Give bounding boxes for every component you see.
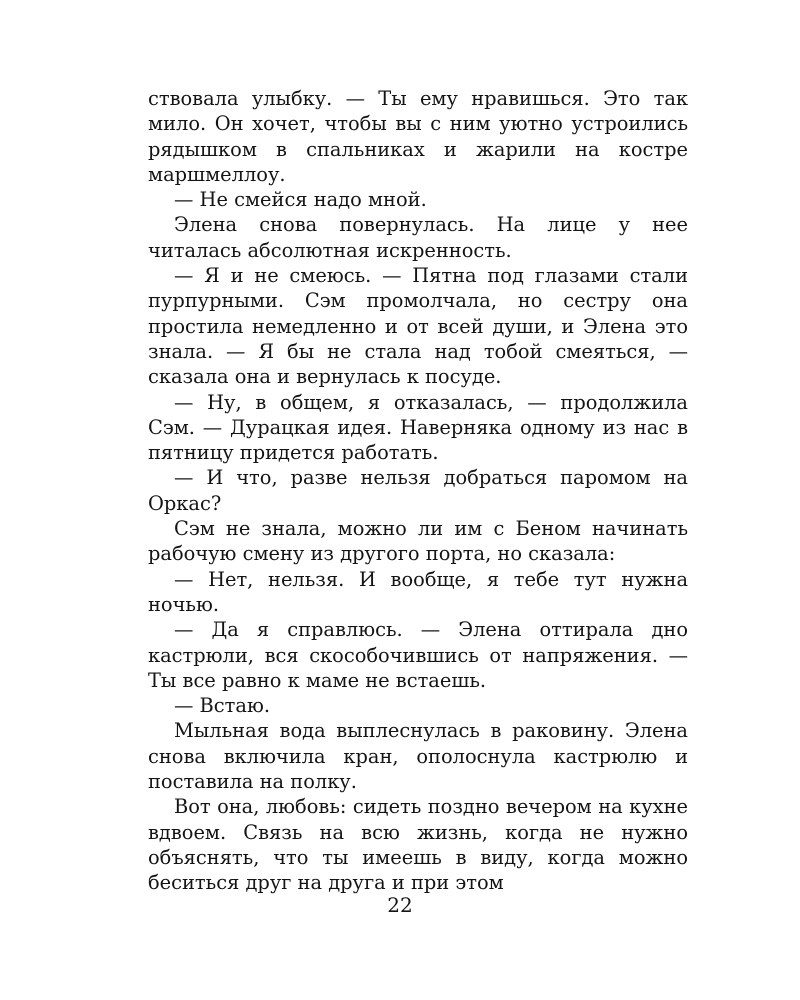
paragraph-dialogue: — И что, разве нельзя добраться паромом на Оркас? bbox=[148, 466, 688, 515]
page-number: 22 bbox=[387, 893, 413, 917]
paragraph-dialogue: — Да я справлюсь. — Элена оттирала дно кастрюли, вся скособочившись от напряжения. — Ты все равно к маме не встаешь. bbox=[148, 618, 688, 692]
paragraph-continuation: ствовала улыбку. — Ты ему нравишься. Это так мило. Он хочет, чтобы вы с ним уютно устроились рядышком в спальниках и жарили на костре маршмеллоу. bbox=[148, 87, 688, 186]
paragraph: Элена снова повернулась. На лице у нее читалась абсолютная искренность. bbox=[148, 213, 688, 262]
paragraph-dialogue: — Ну, в общем, я отказалась, — продолжила Сэм. — Дурацкая идея. Наверняка одному из нас в пятницу придется работать. bbox=[148, 390, 688, 465]
paragraph: Мыльная вода выплеснулась в раковину. Элена снова включила кран, ополоснула кастрюлю и поставила на полку. bbox=[148, 719, 688, 794]
paragraph-dialogue: — Я и не смеюсь. — Пятна под глазами стали пурпурными. Сэм промолчала, но сестру она простила немедленно и от всей души, и Элена это знала. — Я бы не стала над тобой смеяться, — сказала она и вернулась к посуде. bbox=[148, 264, 688, 389]
paragraph-dialogue: — Нет, нельзя. И вообще, я тебе тут нужна ночью. bbox=[148, 567, 688, 616]
paragraph-dialogue: — Не смейся надо мной. bbox=[174, 188, 427, 212]
paragraph: Вот она, любовь: сидеть поздно вечером на кухне вдвоем. Связь на всю жизнь, когда не нужно объяснять, что ты имеешь в виду, когда можно беситься друг на друга и при этом bbox=[148, 795, 688, 895]
body-text bbox=[148, 86, 688, 896]
paragraph: Сэм не знала, можно ли им с Беном начинать рабочую смену из другого порта, но сказала: bbox=[148, 517, 688, 566]
paragraph-dialogue: — Встаю. bbox=[174, 694, 270, 718]
